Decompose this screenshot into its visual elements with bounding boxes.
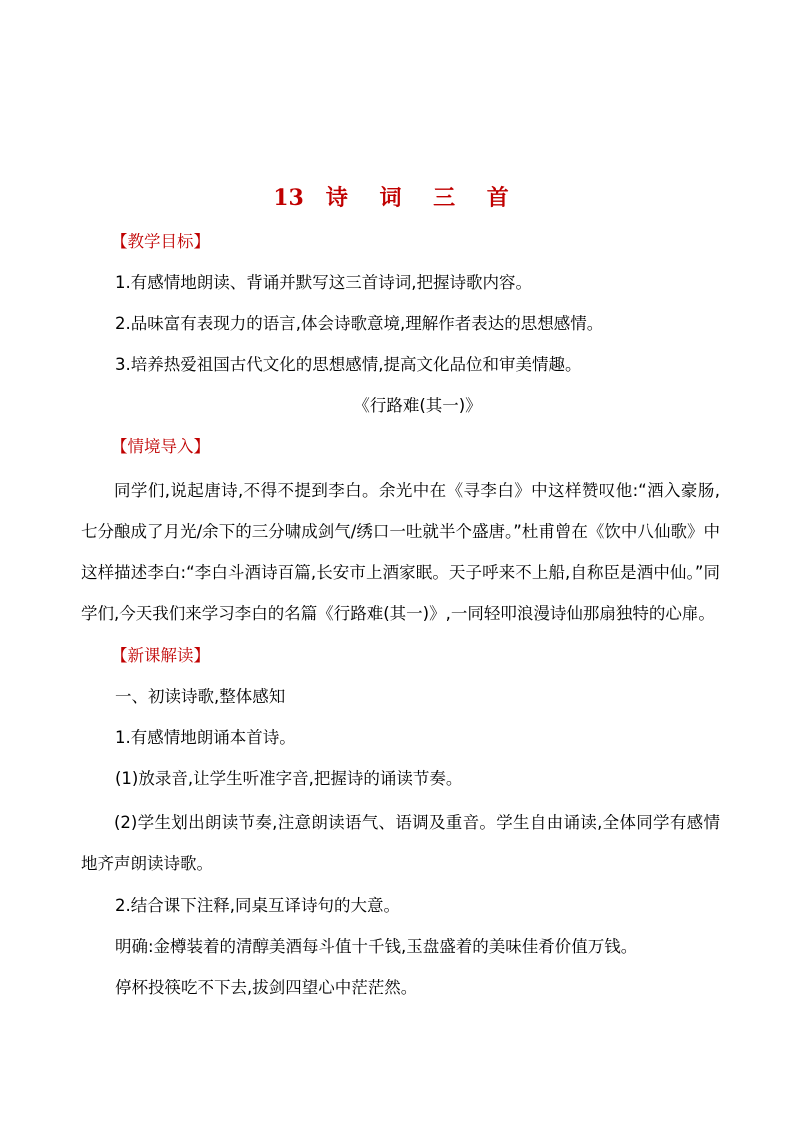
answer-line: 停杯投筷吃不下去,拔剑四望心中茫茫然。: [115, 978, 418, 997]
poem-title: 《行路难(其一)》: [353, 396, 482, 415]
reading-heading: 一、初读诗歌,整体感知: [115, 687, 286, 706]
document-body: [81, 224, 720, 1011]
goal-item: 2.品味富有表现力的语言,体会诗歌意境,理解作者表达的思想感情。: [115, 314, 604, 333]
lesson-number: 13: [273, 185, 304, 211]
intro-paragraph: 同学们,说起唐诗,不得不提到李白。余光中在《寻李白》中这样赞叹他:“酒入豪肠,七分酿成了月光/余下的三分啸成剑气/绣口一吐就半个盛唐。”杜甫曾在《饮中八仙歌》中这样描述李白:“李白斗酒诗百篇,长安市上酒家眠。天子呼来不上船,自称臣是酒中仙。”同学们,今天我们来学习李白的名篇《行路难(其一)》,一同轻叩浪漫诗仙那扇独特的心扉。: [81, 481, 720, 623]
goal-item: 3.培养热爱祖国古代文化的思想感情,提高文化品位和审美情趣。: [115, 355, 582, 374]
section-heading-goals: 【教学目标】: [111, 232, 210, 251]
step-item: 1.有感情地朗诵本首诗。: [115, 728, 296, 747]
step-sub-item: (2)学生划出朗读节奏,注意朗读语气、语调及重音。学生自由诵读,全体同学有感情地齐声朗读诗歌。: [81, 813, 720, 873]
lesson-title-text: 诗 词 三 首: [325, 185, 521, 211]
step-item: 2.结合课下注释,同桌互译诗句的大意。: [115, 896, 400, 915]
goal-item: 1.有感情地朗读、背诵并默写这三首诗词,把握诗歌内容。: [115, 273, 532, 292]
section-heading-intro: 【情境导入】: [111, 437, 210, 456]
lesson-title: [0, 180, 794, 216]
answer-line: 明确:金樽装着的清醇美酒每斗值十千钱,玉盘盛着的美味佳肴价值万钱。: [115, 937, 638, 956]
section-heading-reading: 【新课解读】: [111, 646, 210, 665]
step-sub-item: (1)放录音,让学生听准字音,把握诗的诵读节奏。: [115, 769, 463, 788]
